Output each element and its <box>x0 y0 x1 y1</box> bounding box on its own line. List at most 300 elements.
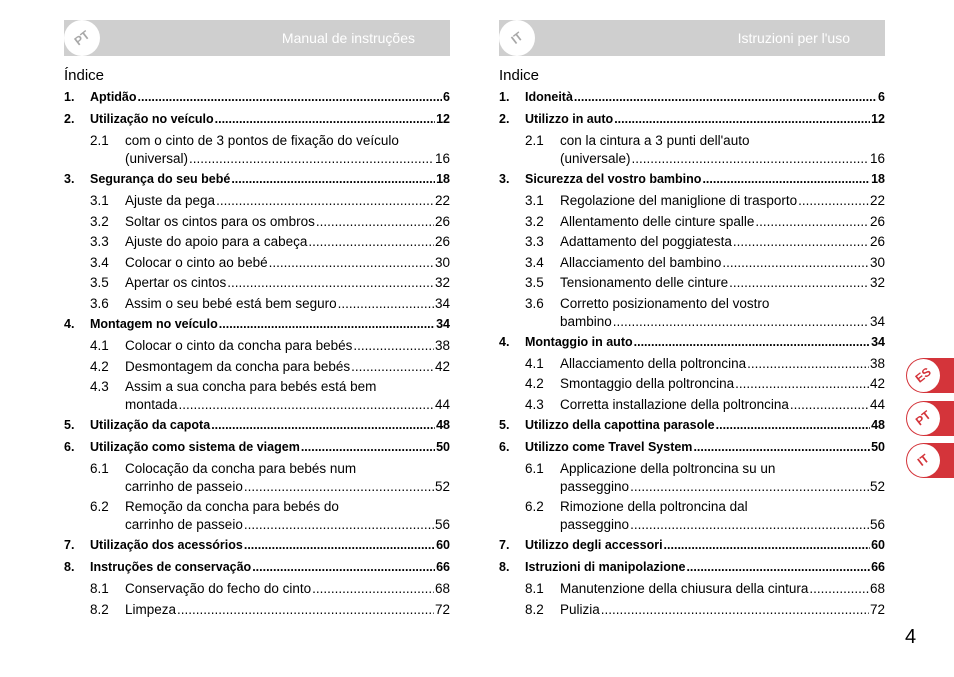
toc-entry-title-continued: montada <box>125 397 178 412</box>
toc-entry[interactable] <box>499 498 885 536</box>
toc-entry[interactable] <box>64 498 450 536</box>
toc-entry-number: 3.1 <box>525 193 544 208</box>
toc-entry-line <box>125 254 450 272</box>
toc-entry-line <box>125 213 450 231</box>
toc-entry[interactable] <box>499 558 885 580</box>
toc-entry-title-block <box>125 132 450 168</box>
toc-entry-number: 6. <box>499 440 510 454</box>
toc-entry-title: Utilização dos acessórios <box>90 538 243 552</box>
language-tab-label: PT <box>912 407 934 429</box>
toc-entry-number: 7. <box>499 538 510 552</box>
language-tab-it[interactable] <box>906 443 954 478</box>
toc-entry[interactable] <box>499 580 885 601</box>
toc-entry-number: 2.1 <box>525 133 544 148</box>
toc-entry-title: Smontaggio della poltroncina <box>560 376 735 391</box>
toc-entry-page: 44 <box>434 397 450 412</box>
toc-entry-line <box>525 558 885 576</box>
toc-entry-line <box>125 274 450 292</box>
toc-entry-page: 72 <box>434 601 450 617</box>
toc-entry-line <box>525 438 885 456</box>
toc-entry-title: Utilização como sistema de viagem <box>90 440 300 454</box>
toc-entry-title-continued: carrinho de passeio <box>125 517 243 532</box>
toc-entry-line <box>90 170 450 188</box>
dot-leader <box>601 601 869 619</box>
toc-entry-title-continued: (universal) <box>125 151 189 166</box>
toc-entry-title: Assim o seu bebé está bem seguro <box>125 295 337 311</box>
toc-entry-number: 3. <box>64 172 75 186</box>
toc-entry[interactable] <box>64 170 450 192</box>
toc-entry[interactable] <box>64 233 450 254</box>
toc-entry-line <box>560 580 885 598</box>
section-header-bar <box>64 20 450 56</box>
toc-entry-number: 8.1 <box>525 581 544 596</box>
toc-entry-page: 26 <box>869 213 885 229</box>
toc-entry-title-block <box>560 460 885 496</box>
toc-entry-page: 34 <box>871 334 885 349</box>
dot-leader <box>177 601 434 619</box>
toc-entry[interactable] <box>64 536 450 558</box>
toc-entry-page: 30 <box>434 254 450 270</box>
toc-entry-title: Montagem no veículo <box>90 317 218 331</box>
dot-leader <box>216 192 434 210</box>
toc-entry-number: 3.1 <box>90 193 109 208</box>
dot-leader <box>138 88 443 106</box>
toc-entry-title: Adattamento del poggiatesta <box>560 234 732 249</box>
toc-entry[interactable] <box>499 254 885 275</box>
toc-entry-title-continued: bambino <box>560 313 612 329</box>
toc-entry[interactable] <box>499 375 885 396</box>
toc-entry-number: 3.6 <box>90 295 109 311</box>
toc-entry-line <box>125 192 450 210</box>
toc-entry[interactable] <box>499 601 885 622</box>
dot-leader <box>729 274 869 292</box>
toc-entry-number: 4.1 <box>525 355 544 371</box>
toc-entry-page: 26 <box>434 213 450 229</box>
toc-entry-title-continued: (universale) <box>560 151 631 166</box>
language-tab-pt[interactable] <box>906 401 954 436</box>
toc-entry-title: Pulizia <box>560 601 600 617</box>
language-tab-label: ES <box>912 364 934 386</box>
dot-leader <box>308 233 434 251</box>
toc-entry-title-continued-line <box>560 478 885 496</box>
toc-entry-title: Applicazione della poltroncina su un <box>560 461 776 476</box>
toc-entry[interactable] <box>64 558 450 580</box>
toc-entry-title-block <box>125 498 450 534</box>
toc-entry-title-continued-line <box>125 150 450 168</box>
toc-entry-page: 16 <box>869 151 885 166</box>
dot-leader <box>632 150 869 168</box>
toc-entry-line <box>90 536 450 554</box>
toc-entry[interactable] <box>499 333 885 355</box>
toc-entry-title: Conservação do fecho do cinto <box>125 581 312 596</box>
toc-entry-title-continued-line <box>125 478 450 496</box>
toc-entry-number: 2. <box>64 112 75 126</box>
toc-entry[interactable] <box>64 460 450 498</box>
toc-entry-page: 18 <box>871 172 885 186</box>
toc-entry[interactable] <box>499 536 885 558</box>
dot-leader <box>630 516 869 534</box>
dot-leader <box>613 313 869 331</box>
toc-entry-line <box>125 601 450 619</box>
toc-entry[interactable] <box>64 88 450 110</box>
toc-entry-title: Apertar os cintos <box>125 275 227 290</box>
toc-entry-line <box>560 355 885 373</box>
toc-entry-number: 2. <box>499 112 510 126</box>
toc-entry-title-continued: carrinho de passeio <box>125 479 243 494</box>
toc-entry-line <box>125 580 450 598</box>
toc-entry[interactable] <box>64 358 450 379</box>
toc-entry-page: 12 <box>871 112 885 126</box>
toc-entry-page: 26 <box>434 234 450 249</box>
toc-entry-title: con la cintura a 3 punti dell'auto <box>560 133 750 148</box>
toc-entry-title-continued-line <box>125 516 450 534</box>
toc-entry[interactable] <box>64 337 450 358</box>
toc-entry-line <box>90 438 450 456</box>
toc-entry-number: 8. <box>64 560 75 574</box>
toc-entry-number: 1. <box>64 90 75 104</box>
toc-entry-title: Colocar o cinto da concha para bebés <box>125 338 353 353</box>
toc-entry-page: 34 <box>434 295 450 311</box>
dot-leader <box>227 274 434 292</box>
language-badge-label: PT <box>71 27 93 49</box>
dot-leader <box>211 416 435 434</box>
toc-entry-page: 48 <box>436 418 450 432</box>
toc-entry-number: 3.2 <box>525 213 544 229</box>
toc-entry-title: Utilização da capota <box>90 418 211 432</box>
toc-entry[interactable] <box>64 254 450 275</box>
toc-entry[interactable] <box>499 233 885 254</box>
dot-leader <box>693 438 870 456</box>
toc-entry-number: 6.2 <box>525 499 544 514</box>
toc-entry-title: Allacciamento della poltroncina <box>560 355 747 371</box>
toc-entry-page: 32 <box>434 275 450 290</box>
dot-leader <box>755 213 869 231</box>
toc-entry-line <box>525 416 885 434</box>
dot-leader <box>664 536 871 554</box>
toc-entry[interactable] <box>64 132 450 170</box>
toc-entry[interactable] <box>499 295 885 333</box>
toc-entry-line <box>560 274 885 292</box>
toc-entry-line <box>525 88 885 106</box>
toc-entry-number: 6.1 <box>525 461 544 476</box>
toc-entry-line <box>125 337 450 355</box>
toc-entry-number: 3.3 <box>525 234 544 249</box>
toc-entry-page: 16 <box>434 151 450 166</box>
dot-leader <box>735 375 869 393</box>
manual-title: Manual de instruções <box>281 30 415 46</box>
toc-entry-title-continued-line <box>560 516 885 534</box>
toc-entry-line <box>525 536 885 554</box>
index-heading: Indice <box>499 67 540 84</box>
toc-entry-page: 48 <box>871 418 885 432</box>
toc-entry-line <box>560 375 885 393</box>
toc-entry[interactable] <box>499 88 885 110</box>
toc-entry-line <box>560 254 885 272</box>
toc-entry-page: 52 <box>869 479 885 494</box>
toc-entry-title-continued-line <box>125 396 450 414</box>
toc-entry-title-block <box>560 132 885 168</box>
toc-entry-title: Ajuste do apoio para a cabeça <box>125 234 308 249</box>
toc-entry-page: 68 <box>869 581 885 596</box>
dot-leader <box>338 295 434 313</box>
toc-entry-title: Tensionamento delle cinture <box>560 275 729 290</box>
toc-entry-page: 44 <box>869 396 885 412</box>
toc-entry[interactable] <box>499 110 885 132</box>
toc-entry-page: 56 <box>434 517 450 532</box>
toc-entry-page: 38 <box>434 338 450 353</box>
toc-entry-line <box>125 358 450 376</box>
dot-leader <box>244 478 434 496</box>
dot-leader <box>252 558 435 576</box>
toc-entry[interactable] <box>499 274 885 295</box>
toc-entry-page: 22 <box>434 193 450 208</box>
toc-entry-number: 4.2 <box>90 358 109 374</box>
toc-entry-line <box>125 233 450 251</box>
toc-entry-line <box>560 233 885 251</box>
dot-leader <box>316 213 434 231</box>
toc-entry-title: Utilizzo degli accessori <box>525 538 663 552</box>
language-badge-label: IT <box>508 29 526 47</box>
toc-entry-number: 3.3 <box>90 234 109 249</box>
toc-entry[interactable] <box>499 396 885 417</box>
toc-entry-number: 4.3 <box>90 379 109 394</box>
toc-entry-number: 8.2 <box>90 601 109 617</box>
toc-entry-title: Idoneità <box>525 90 573 104</box>
toc-entry-line <box>90 88 450 106</box>
toc-entry[interactable] <box>64 315 450 337</box>
toc-entry-page: 6 <box>443 90 450 104</box>
toc-entry[interactable] <box>499 460 885 498</box>
toc-entry[interactable] <box>64 438 450 460</box>
dot-leader <box>269 254 434 272</box>
toc-entry-page: 42 <box>434 358 450 374</box>
toc-entry-title-block <box>125 460 450 496</box>
toc-entry-line <box>90 416 450 434</box>
toc-entry-line <box>525 170 885 188</box>
toc-entry-title: Aptidão <box>90 90 137 104</box>
page-number: 4 <box>905 626 917 648</box>
toc-entry-number: 3. <box>499 172 510 186</box>
toc-entry-number: 4. <box>499 334 510 349</box>
dot-leader <box>722 254 869 272</box>
toc-entry-page: 38 <box>869 355 885 371</box>
toc-entry[interactable] <box>64 378 450 416</box>
toc-entry-line <box>525 110 885 128</box>
toc-entry-number: 6. <box>64 440 75 454</box>
toc-entry-line <box>525 333 885 351</box>
dot-leader <box>716 416 870 434</box>
toc-entry-page: 66 <box>436 560 450 574</box>
toc-entry-title-block <box>560 295 885 331</box>
toc-entry-title: com o cinto de 3 pontos de fixação do veículo <box>125 133 399 148</box>
toc-entry-title: Allentamento delle cinture spalle <box>560 213 755 229</box>
toc-entry-line <box>90 315 450 333</box>
toc-entry-page: 42 <box>869 376 885 391</box>
dot-leader <box>798 192 869 210</box>
toc-entry-number: 5. <box>64 418 75 432</box>
toc-entry-title: Utilizzo della capottina parasole <box>525 418 715 432</box>
toc-entry-page: 56 <box>869 517 885 532</box>
dot-leader <box>353 337 434 355</box>
toc-entry-title: Colocação da concha para bebés num <box>125 461 357 476</box>
dot-leader <box>614 110 870 128</box>
toc-entry-page: 12 <box>436 112 450 126</box>
toc-entry-line <box>125 295 450 313</box>
toc-entry-page: 52 <box>434 479 450 494</box>
dot-leader <box>179 396 434 414</box>
toc-entry-number: 6.1 <box>90 461 109 476</box>
toc-entry[interactable] <box>499 132 885 170</box>
toc-entry-number: 3.4 <box>525 254 544 270</box>
toc-entry-line <box>560 192 885 210</box>
toc-entry-page: 68 <box>434 581 450 596</box>
dot-leader <box>244 536 435 554</box>
toc-entry-title: Manutenzione della chiusura della cintura <box>560 581 809 596</box>
section-header-bar <box>499 20 885 56</box>
language-tab-label: IT <box>914 451 932 469</box>
toc-entry[interactable] <box>499 438 885 460</box>
toc-list <box>64 88 450 621</box>
toc-entry-page: 50 <box>436 440 450 454</box>
toc-entry-number: 4.3 <box>525 396 544 412</box>
dot-leader <box>301 438 435 456</box>
dot-leader <box>686 558 870 576</box>
toc-entry-title-block <box>125 378 450 414</box>
toc-entry-title: Instruções de conservação <box>90 560 252 574</box>
toc-entry[interactable] <box>499 170 885 192</box>
toc-entry-page: 60 <box>871 538 885 552</box>
toc-entry-number: 3.5 <box>90 275 109 290</box>
toc-entry[interactable] <box>64 110 450 132</box>
toc-entry-number: 2.1 <box>90 133 109 148</box>
dot-leader <box>231 170 435 188</box>
toc-column-italian <box>499 20 885 621</box>
toc-entry-page: 30 <box>869 254 885 270</box>
toc-entry[interactable] <box>64 274 450 295</box>
toc-list <box>499 88 885 621</box>
dot-leader <box>244 516 434 534</box>
dot-leader <box>351 358 434 376</box>
toc-entry-number: 7. <box>64 538 75 552</box>
toc-entry-title: Soltar os cintos para os ombros <box>125 213 315 229</box>
toc-entry-line <box>90 110 450 128</box>
toc-entry-title: Segurança do seu bebé <box>90 172 231 186</box>
toc-entry[interactable] <box>499 213 885 234</box>
toc-entry[interactable] <box>64 580 450 601</box>
toc-entry[interactable] <box>499 192 885 213</box>
toc-entry-page: 26 <box>869 234 885 249</box>
toc-entry-title: Montaggio in auto <box>525 334 633 349</box>
toc-entry-number: 3.5 <box>525 275 544 290</box>
toc-entry-number: 6.2 <box>90 499 109 514</box>
toc-entry[interactable] <box>64 601 450 622</box>
toc-entry-number: 3.2 <box>90 213 109 229</box>
toc-entry-page: 22 <box>869 193 885 208</box>
toc-entry-number: 3.6 <box>525 295 544 311</box>
toc-entry-page: 6 <box>878 90 885 104</box>
toc-entry-line <box>90 558 450 576</box>
toc-entry-number: 5. <box>499 418 510 432</box>
toc-entry-page: 32 <box>869 275 885 290</box>
dot-leader <box>630 478 869 496</box>
toc-entry-line <box>560 601 885 619</box>
toc-entry-number: 1. <box>499 90 510 104</box>
index-heading: Índice <box>64 67 105 84</box>
toc-entry-line <box>560 396 885 414</box>
dot-leader <box>634 333 870 351</box>
dot-leader <box>219 315 435 333</box>
language-badge <box>499 20 535 56</box>
toc-entry-number: 8.2 <box>525 601 544 617</box>
toc-entry-title-continued: passeggino <box>560 479 630 494</box>
toc-entry[interactable] <box>64 192 450 213</box>
dot-leader <box>747 355 869 373</box>
dot-leader <box>702 170 870 188</box>
toc-entry-title-continued-line <box>560 150 885 168</box>
toc-entry[interactable] <box>499 416 885 438</box>
toc-entry-title: Sicurezza del vostro bambino <box>525 172 702 186</box>
toc-entry-title-continued-line <box>560 313 885 331</box>
toc-entry-title: Utilizzo come Travel System <box>525 440 693 454</box>
toc-entry-title-block <box>560 498 885 534</box>
dot-leader <box>574 88 877 106</box>
toc-entry-title: Ajuste da pega <box>125 193 216 208</box>
toc-entry-page: 18 <box>436 172 450 186</box>
toc-entry[interactable] <box>64 416 450 438</box>
toc-entry-number: 4.1 <box>90 338 109 353</box>
dot-leader <box>312 580 434 598</box>
toc-entry-title: Assim a sua concha para bebés está bem <box>125 379 377 394</box>
toc-entry-page: 60 <box>436 538 450 552</box>
toc-entry-page: 72 <box>869 601 885 617</box>
dot-leader <box>733 233 869 251</box>
toc-entry-number: 8.1 <box>90 581 109 596</box>
toc-entry-title: Colocar o cinto ao bebé <box>125 254 268 270</box>
toc-entry-line <box>560 213 885 231</box>
language-tab-es[interactable] <box>906 358 954 393</box>
toc-entry-title: Utilizzo in auto <box>525 112 614 126</box>
toc-entry-title: Desmontagem da concha para bebés <box>125 358 351 374</box>
toc-entry[interactable] <box>499 355 885 376</box>
dot-leader <box>809 580 869 598</box>
toc-entry-number: 8. <box>499 560 510 574</box>
toc-entry-title-continued: passeggino <box>560 517 630 532</box>
toc-entry-title: Rimozione della poltroncina dal <box>560 499 748 514</box>
toc-entry-page: 66 <box>871 560 885 574</box>
toc-entry-number: 3.4 <box>90 254 109 270</box>
dot-leader <box>790 396 869 414</box>
toc-entry-title: Regolazione del maniglione di trasporto <box>560 193 798 208</box>
toc-entry-title: Remoção da concha para bebés do <box>125 499 339 514</box>
toc-entry-page: 34 <box>436 317 450 331</box>
manual-title: Istruzioni per l'uso <box>737 30 850 46</box>
dot-leader <box>215 110 435 128</box>
toc-entry-title: Corretta installazione della poltroncina <box>560 396 789 412</box>
toc-entry-title: Utilização no veículo <box>90 112 214 126</box>
toc-entry-page: 34 <box>869 313 885 329</box>
toc-entry-number: 4.2 <box>525 376 544 391</box>
toc-entry-page: 50 <box>871 440 885 454</box>
toc-entry[interactable] <box>64 295 450 316</box>
dot-leader <box>189 150 434 168</box>
toc-entry-title: Limpeza <box>125 601 177 617</box>
language-badge <box>64 20 100 56</box>
toc-entry-title: Corretto posizionamento del vostro <box>560 295 770 311</box>
toc-column-portuguese <box>64 20 450 621</box>
toc-entry[interactable] <box>64 213 450 234</box>
toc-entry-title: Istruzioni di manipolazione <box>525 560 686 574</box>
toc-entry-number: 4. <box>64 317 75 331</box>
